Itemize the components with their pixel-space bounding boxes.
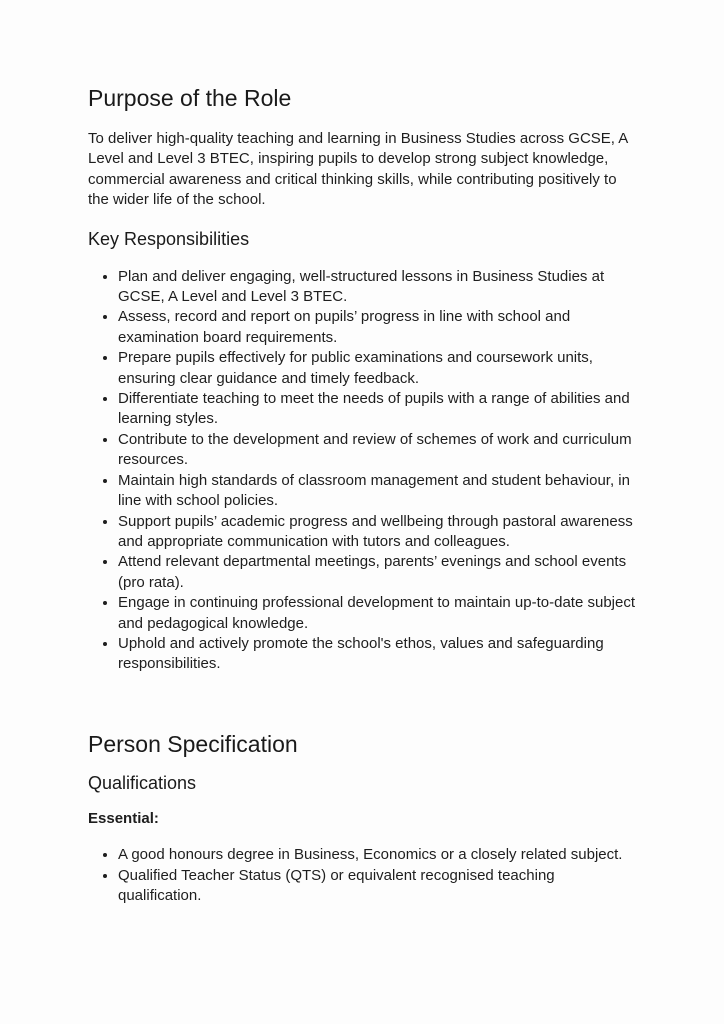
- responsibility-item: • Engage in continuing professional development to maintain up-to-date subject and pedagogical knowledge.: [118, 593, 640, 634]
- section-heading-purpose-of-the-role: Purpose of the Role: [88, 85, 292, 111]
- key-responsibilities-list: [88, 267, 640, 675]
- responsibility-item: • Contribute to the development and review of schemes of work and curriculum resources.: [118, 430, 640, 471]
- subsection-heading-qualifications: Qualifications: [88, 772, 197, 793]
- section-heading-person-specification: Person Specification: [88, 730, 298, 757]
- responsibility-item: • Uphold and actively promote the school's ethos, values and safeguarding responsibilities.: [118, 634, 640, 675]
- section-heading-key-responsibilities: Key Responsibilities: [88, 228, 250, 249]
- responsibility-item: • Prepare pupils effectively for public examinations and coursework units, ensuring clear guidance and timely feedback.: [118, 348, 640, 389]
- responsibility-item: • Maintain high standards of classroom management and student behaviour, in line with school policies.: [118, 471, 640, 512]
- responsibility-item: • Attend relevant departmental meetings, parents’ evenings and school events (pro rata).: [118, 552, 640, 593]
- essential-label: Essential:: [88, 809, 159, 827]
- responsibility-item: • Plan and deliver engaging, well-structured lessons in Business Studies at GCSE, A Level and Level 3 BTEC.: [118, 267, 640, 308]
- essential-qualifications-list: [88, 845, 640, 906]
- responsibility-item: • Assess, record and report on pupils’ progress in line with school and examination board requirements.: [118, 307, 640, 348]
- qualification-item: • A good honours degree in Business, Economics or a closely related subject.: [118, 845, 640, 865]
- purpose-paragraph: To deliver high-quality teaching and learning in Business Studies across GCSE, A Level and Level 3 BTEC, inspiring pupils to develop strong subject knowledge, commercial awareness and critical thinking skills, while contributing positively to the wider life of the school.: [88, 130, 628, 209]
- qualification-item: • Qualified Teacher Status (QTS) or equivalent recognised teaching qualification.: [118, 866, 640, 907]
- responsibility-item: • Differentiate teaching to meet the needs of pupils with a range of abilities and learning styles.: [118, 389, 640, 430]
- responsibility-item: • Support pupils’ academic progress and wellbeing through pastoral awareness and appropriate communication with tutors and colleagues.: [118, 512, 640, 553]
